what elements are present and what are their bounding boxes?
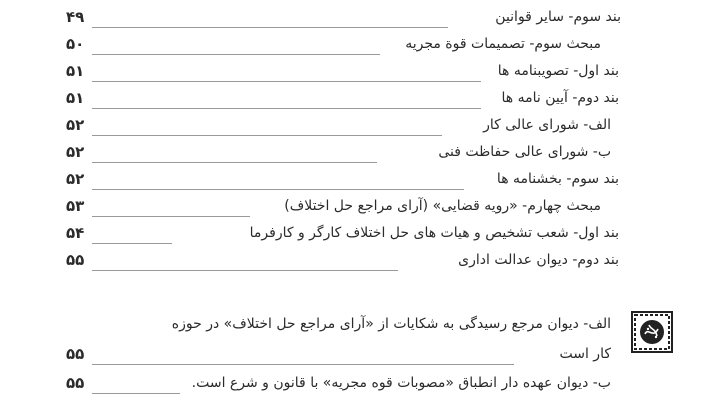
toc-page-number: ۵۵ [66,374,85,392]
toc-page-number: ۵۵ [66,251,85,269]
toc-entry [0,247,720,274]
dot-leader [92,27,448,28]
toc-page-number: ۵۱ [66,62,85,80]
dot-leader [92,81,481,82]
dot-leader [92,108,481,109]
toc-entry-title: بند دوم- آیین نامه ها [501,90,619,106]
toc-entry-title: مبحث سوم- تصمیمات قوة مجریه [405,36,601,52]
toc-page-number: ۵۳ [66,197,85,215]
toc-entry [0,166,720,193]
toc-entry [0,85,720,112]
toc-entry-title: ب- دیوان عهده دار انطباق «مصوبات قوه مجریه» با قانون و شرع است. [191,375,611,391]
toc-page-number: ۵۰ [66,35,85,53]
toc-entry-title: ب- شورای عالی حفاظت فنی [438,144,611,160]
dot-leader [92,243,172,244]
toc-entry [0,4,720,31]
toc-entry [0,31,720,58]
toc-entry-title: مبحث چهارم- «رویه قضایی» (آرای مراجع حل اختلاف) [284,198,601,214]
toc-entry [0,139,720,166]
toc-entry-title: الف- شورای عالی کار [483,117,611,133]
dot-leader [92,189,464,190]
toc-page-number: ۵۲ [66,143,85,161]
toc-page-number: ۵۲ [66,170,85,188]
toc-entry-title: بند دوم- دیوان عدالت اداری [458,252,619,268]
toc-page-number: ۴۹ [66,8,85,26]
toc-entry [0,220,720,247]
dot-leader [92,216,250,217]
dot-leader [92,54,380,55]
toc-entry [0,193,720,220]
toc-entry-title: بند اول- تصویبنامه ها [497,63,619,79]
toc-page-number: ۵۲ [66,116,85,134]
dot-leader [92,270,398,271]
dot-leader [92,364,514,365]
toc-entry-title: الف- دیوان مرجع رسیدگی به شکایات از «آرای مراجع حل اختلاف» در حوزه [171,316,611,332]
toc-entry-title: بند اول- شعب تشخیص و هیات های حل اختلاف کارگر و کارفرما [249,225,619,241]
dot-leader [92,162,377,163]
dot-leader [92,393,180,394]
publisher-logo-icon [631,311,673,353]
toc-entry [0,58,720,85]
toc-entry-title: بند سوم- بخشنامه ها [496,171,619,187]
toc-entry [0,370,720,397]
toc-entry-title: بند سوم- سایر قوانین [495,9,621,25]
toc-page-number: ۵۴ [66,224,85,242]
dot-leader [92,135,442,136]
toc-entry [0,112,720,139]
toc-page-number: ۵۱ [66,89,85,107]
toc-page-number: ۵۵ [66,345,85,363]
toc-entry-title-continued: کار است [559,346,611,362]
